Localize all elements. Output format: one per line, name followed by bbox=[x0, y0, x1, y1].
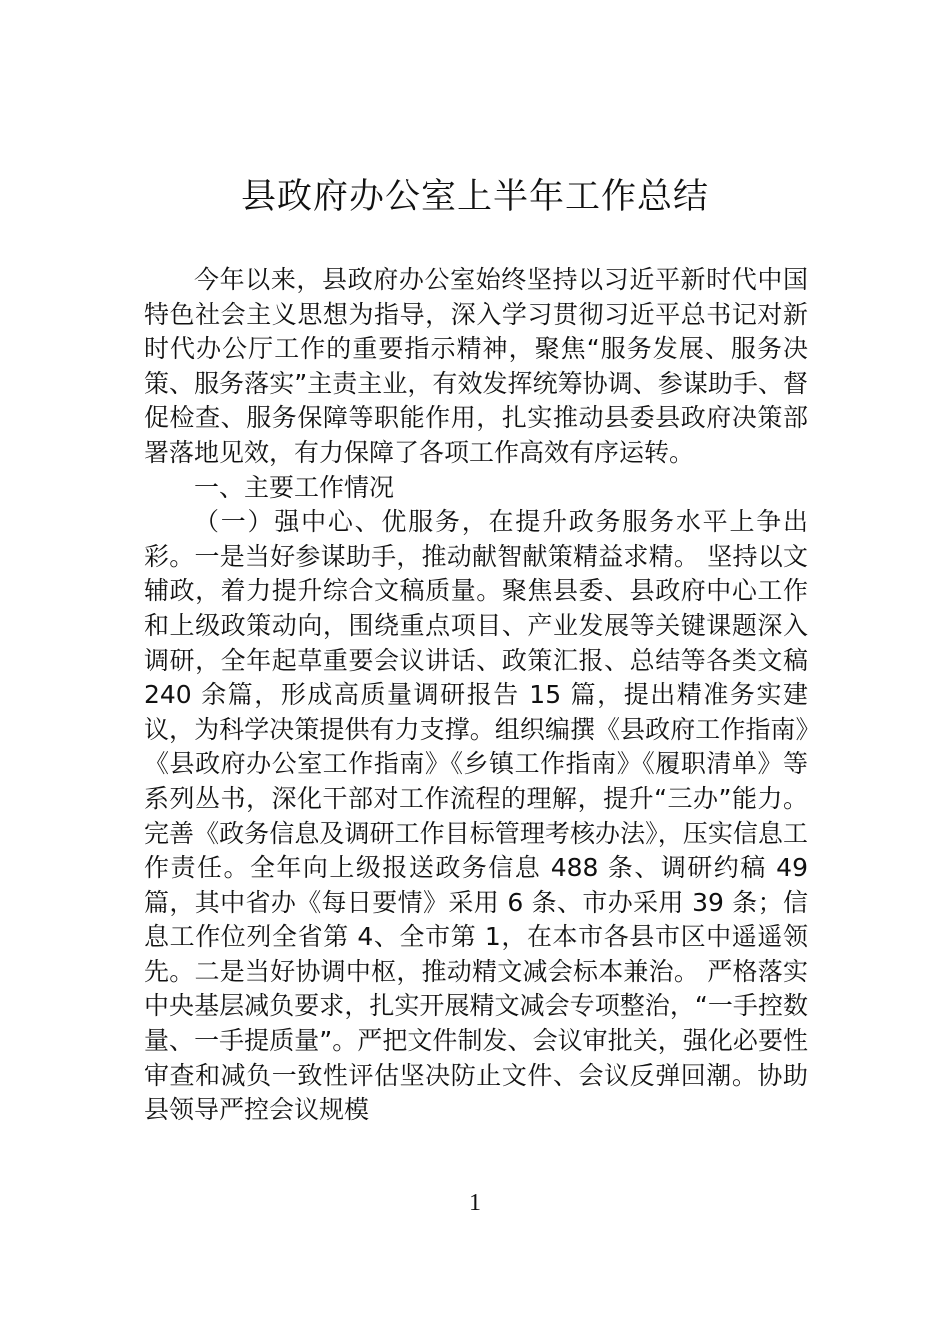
intro-paragraph: 今年以来，县政府办公室始终坚持以习近平新时代中国特色社会主义思想为指导，深入学习贯彻习近平总书记对新时代办公厅工作的重要指示精神，聚焦“服务发展、服务决策、服务落实”主责主业，有效发挥统筹协调、参谋助手、督促检查、服务保障等职能作用，扎实推动县委县政府决策部署落地见效，有力保障了各项工作高效有序运转。 bbox=[144, 265, 808, 467]
section-heading: 一、主要工作情况 bbox=[194, 472, 395, 502]
document-body bbox=[144, 263, 808, 1128]
page-number: 1 bbox=[469, 1190, 481, 1216]
document-title: 县政府办公室上半年工作总结 bbox=[240, 177, 709, 217]
section-paragraph: （一）强中心、优服务，在提升政务服务水平上争出彩。一是当好参谋助手，推动献智献策精益求精。 坚持以文辅政，着力提升综合文稿质量。聚焦县委、县政府中心工作和上级政策动向，围绕重点项目、产业发展等关键课题深入调研，全年起草重要会议讲话、政策汇报、总结等各类文稿 240 余篇，形成高质量调研报告 15 篇，提出精准务实建议，为科学决策提供有力支撑。组织编撰《县政府工作指南》《县政府办公室工作指南》《乡镇工作指南》《履职清单》等系列丛书，深化干部对工作流程的理解，提升“三办”能力。完善《政务信息及调研工作目标管理考核办法》，压实信息工作责任。全年向上级报送政务信息 488 条、调研约稿 49 篇，其中省办《每日要情》采用 6 条、市办采用 39 条；信息工作位列全省第 4、全市第 1，在本市各县市区中遥遥领先。二是当好协调中枢，推动精文减会标本兼治。 严格落实中央基层减负要求，扎实开展精文减会专项整治，“一手控数量、一手提质量”。严把文件制发、会议审批关，强化必要性审查和减负一致性评估坚决防止文件、会议反弹回潮。协助县领导严控会议规模 bbox=[144, 507, 808, 1125]
